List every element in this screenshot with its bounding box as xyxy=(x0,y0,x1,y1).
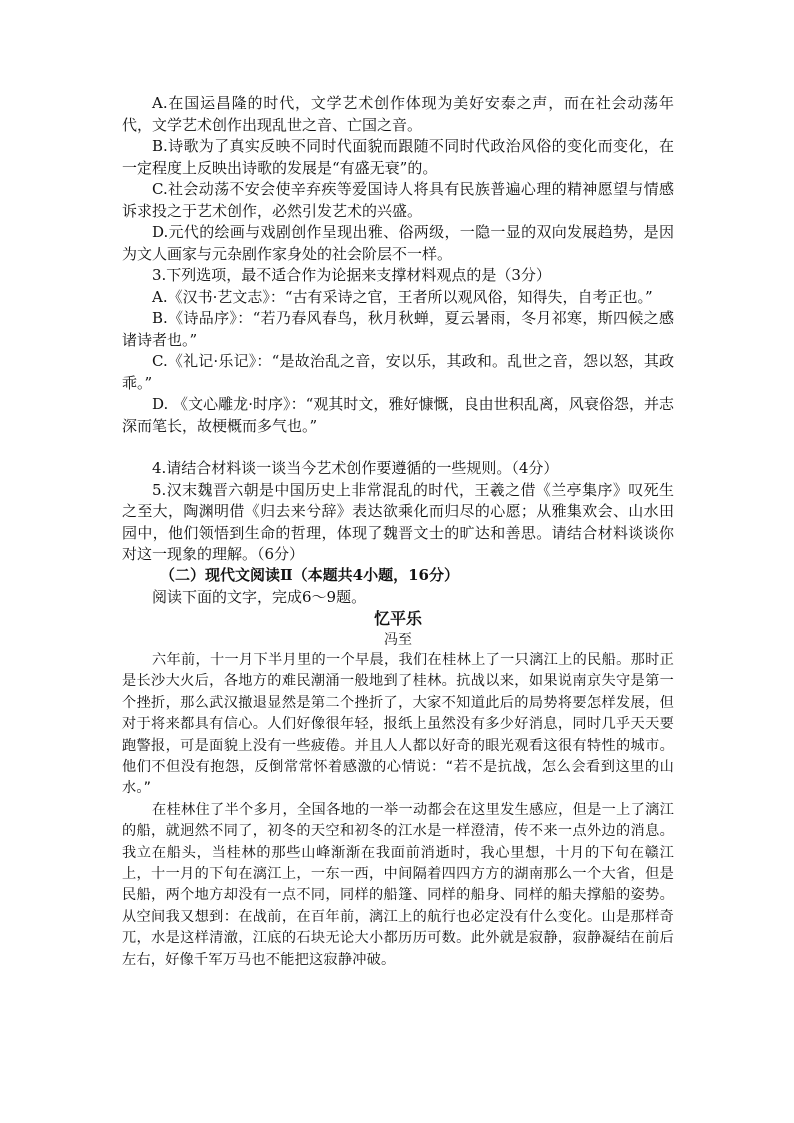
section-heading: （二）现代文阅读Ⅱ（本题共4小题，16分） xyxy=(160,566,459,584)
questions-4-5 xyxy=(122,458,674,566)
q3-option-a: A.《汉书·艺文志》：“古有采诗之官，王者所以观风俗，知得失，自考正也。” xyxy=(152,287,653,306)
q3-option-b: B.《诗品序》：“若乃春风春鸟，秋月秋蝉，夏云暑雨，冬月祁寒，斯四候之感诸诗者也。” xyxy=(122,309,674,349)
article-paragraph: 六年前，十一月下半月里的一个早晨，我们在桂林上了一只漓江上的民船。那时正是长沙大火后，各地方的难民潮涌一般地到了桂林。抗战以来，如果说南京失守是第一个挫折，那么武汉撤退显然是第二个挫折了，大家不知道此后的局势将要怎样发展，但对于将来都具有信心。人们好像很年轻，报纸上虽然没有多少好消息，同时几乎天天要跑警报，可是面貌上没有一些疲倦。并且人人都以好奇的眼光观看这很有特性的城市。他们不但没有抱怨，反倒常常怀着感激的心情说：“若不是抗战，怎么会看到这里的山水。” xyxy=(122,652,674,797)
article-author: 冯至 xyxy=(384,632,412,648)
q2-option-d: D.元代的绘画与戏剧创作呈现出雅、俗两级，一隐一显的双向发展趋势，是因为文人画家与元杂剧作家身处的社会阶层不一样。 xyxy=(122,223,674,263)
question-3 xyxy=(122,265,674,437)
question-4: 4.请结合材料谈一谈当今艺术创作要遵循的一些规则。（4分） xyxy=(152,459,559,477)
q2-option-b: B.诗歌为了真实反映不同时代面貌而跟随不同时代政治风俗的变化而变化，在一定程度上反映出诗歌的发展是“有盛无衰”的。 xyxy=(122,137,674,177)
q3-stem: 3.下列选项，最不适合作为论据来支撑材料观点的是（3分） xyxy=(152,266,551,284)
article-header xyxy=(122,608,674,650)
q2-options xyxy=(122,93,674,265)
q3-option-c: C.《礼记·乐记》：“是故治乱之音，安以乐，其政和。乱世之音，怨以怒，其政乖。” xyxy=(122,352,674,392)
question-5: 5.汉末魏晋六朝是中国历史上非常混乱的时代，王羲之借《兰亭集序》叹死生之至大，陶渊明借《归去来兮辞》表达欲乘化而归尽的心愿；从雅集欢会、山水田园中，他们领悟到生命的哲理，体现了魏晋文士的旷达和善思。请结合材料谈谈你对这一现象的理解。（6分） xyxy=(122,480,674,563)
q2-option-c: C.社会动荡不安会使辛弃疾等爱国诗人将具有民族普遍心理的精神愿望与情感诉求投之于艺术创作，必然引发艺术的兴盛。 xyxy=(122,180,674,220)
reading-instruction: 阅读下面的文字，完成6～9题。 xyxy=(152,587,367,606)
article-title: 忆平乐 xyxy=(373,609,422,628)
q3-option-d: D. 《文心雕龙·时序》：“观其时文，雅好慷慨，良由世积乱离，风衰俗怨，并志深而笔长，故梗概而多气也。” xyxy=(122,395,674,435)
article-body xyxy=(122,650,674,971)
section-block xyxy=(122,565,674,608)
article-paragraph: 在桂林住了半个多月，全国各地的一举一动都会在这里发生感应，但是一上了漓江的船，就迥然不同了，初冬的天空和初冬的江水是一样澄清，传不来一点外边的消息。我立在船头，当桂林的那些山峰渐渐在我面前消逝时，我心里想，十月的下旬在赣江上，十一月的下旬在漓江上，一东一西，中间隔着四四方方的湖南那么一个大省，但是民船，两个地方却没有一点不同，同样的船篷、同样的船身、同样的船夫撑船的姿势。从空间我又想到：在战前，在百年前，漓江上的航行也必定没有什么变化。山是那样奇兀，水是这样清澈，江底的石块无论大小都历历可数。此外就是寂静，寂静凝结在前后左右，好像千军万马也不能把这寂静冲破。 xyxy=(122,801,674,968)
q2-option-a: A.在国运昌隆的时代，文学艺术创作体现为美好安泰之声，而在社会动荡年代，文学艺术创作出现乱世之音、亡国之音。 xyxy=(122,94,674,134)
